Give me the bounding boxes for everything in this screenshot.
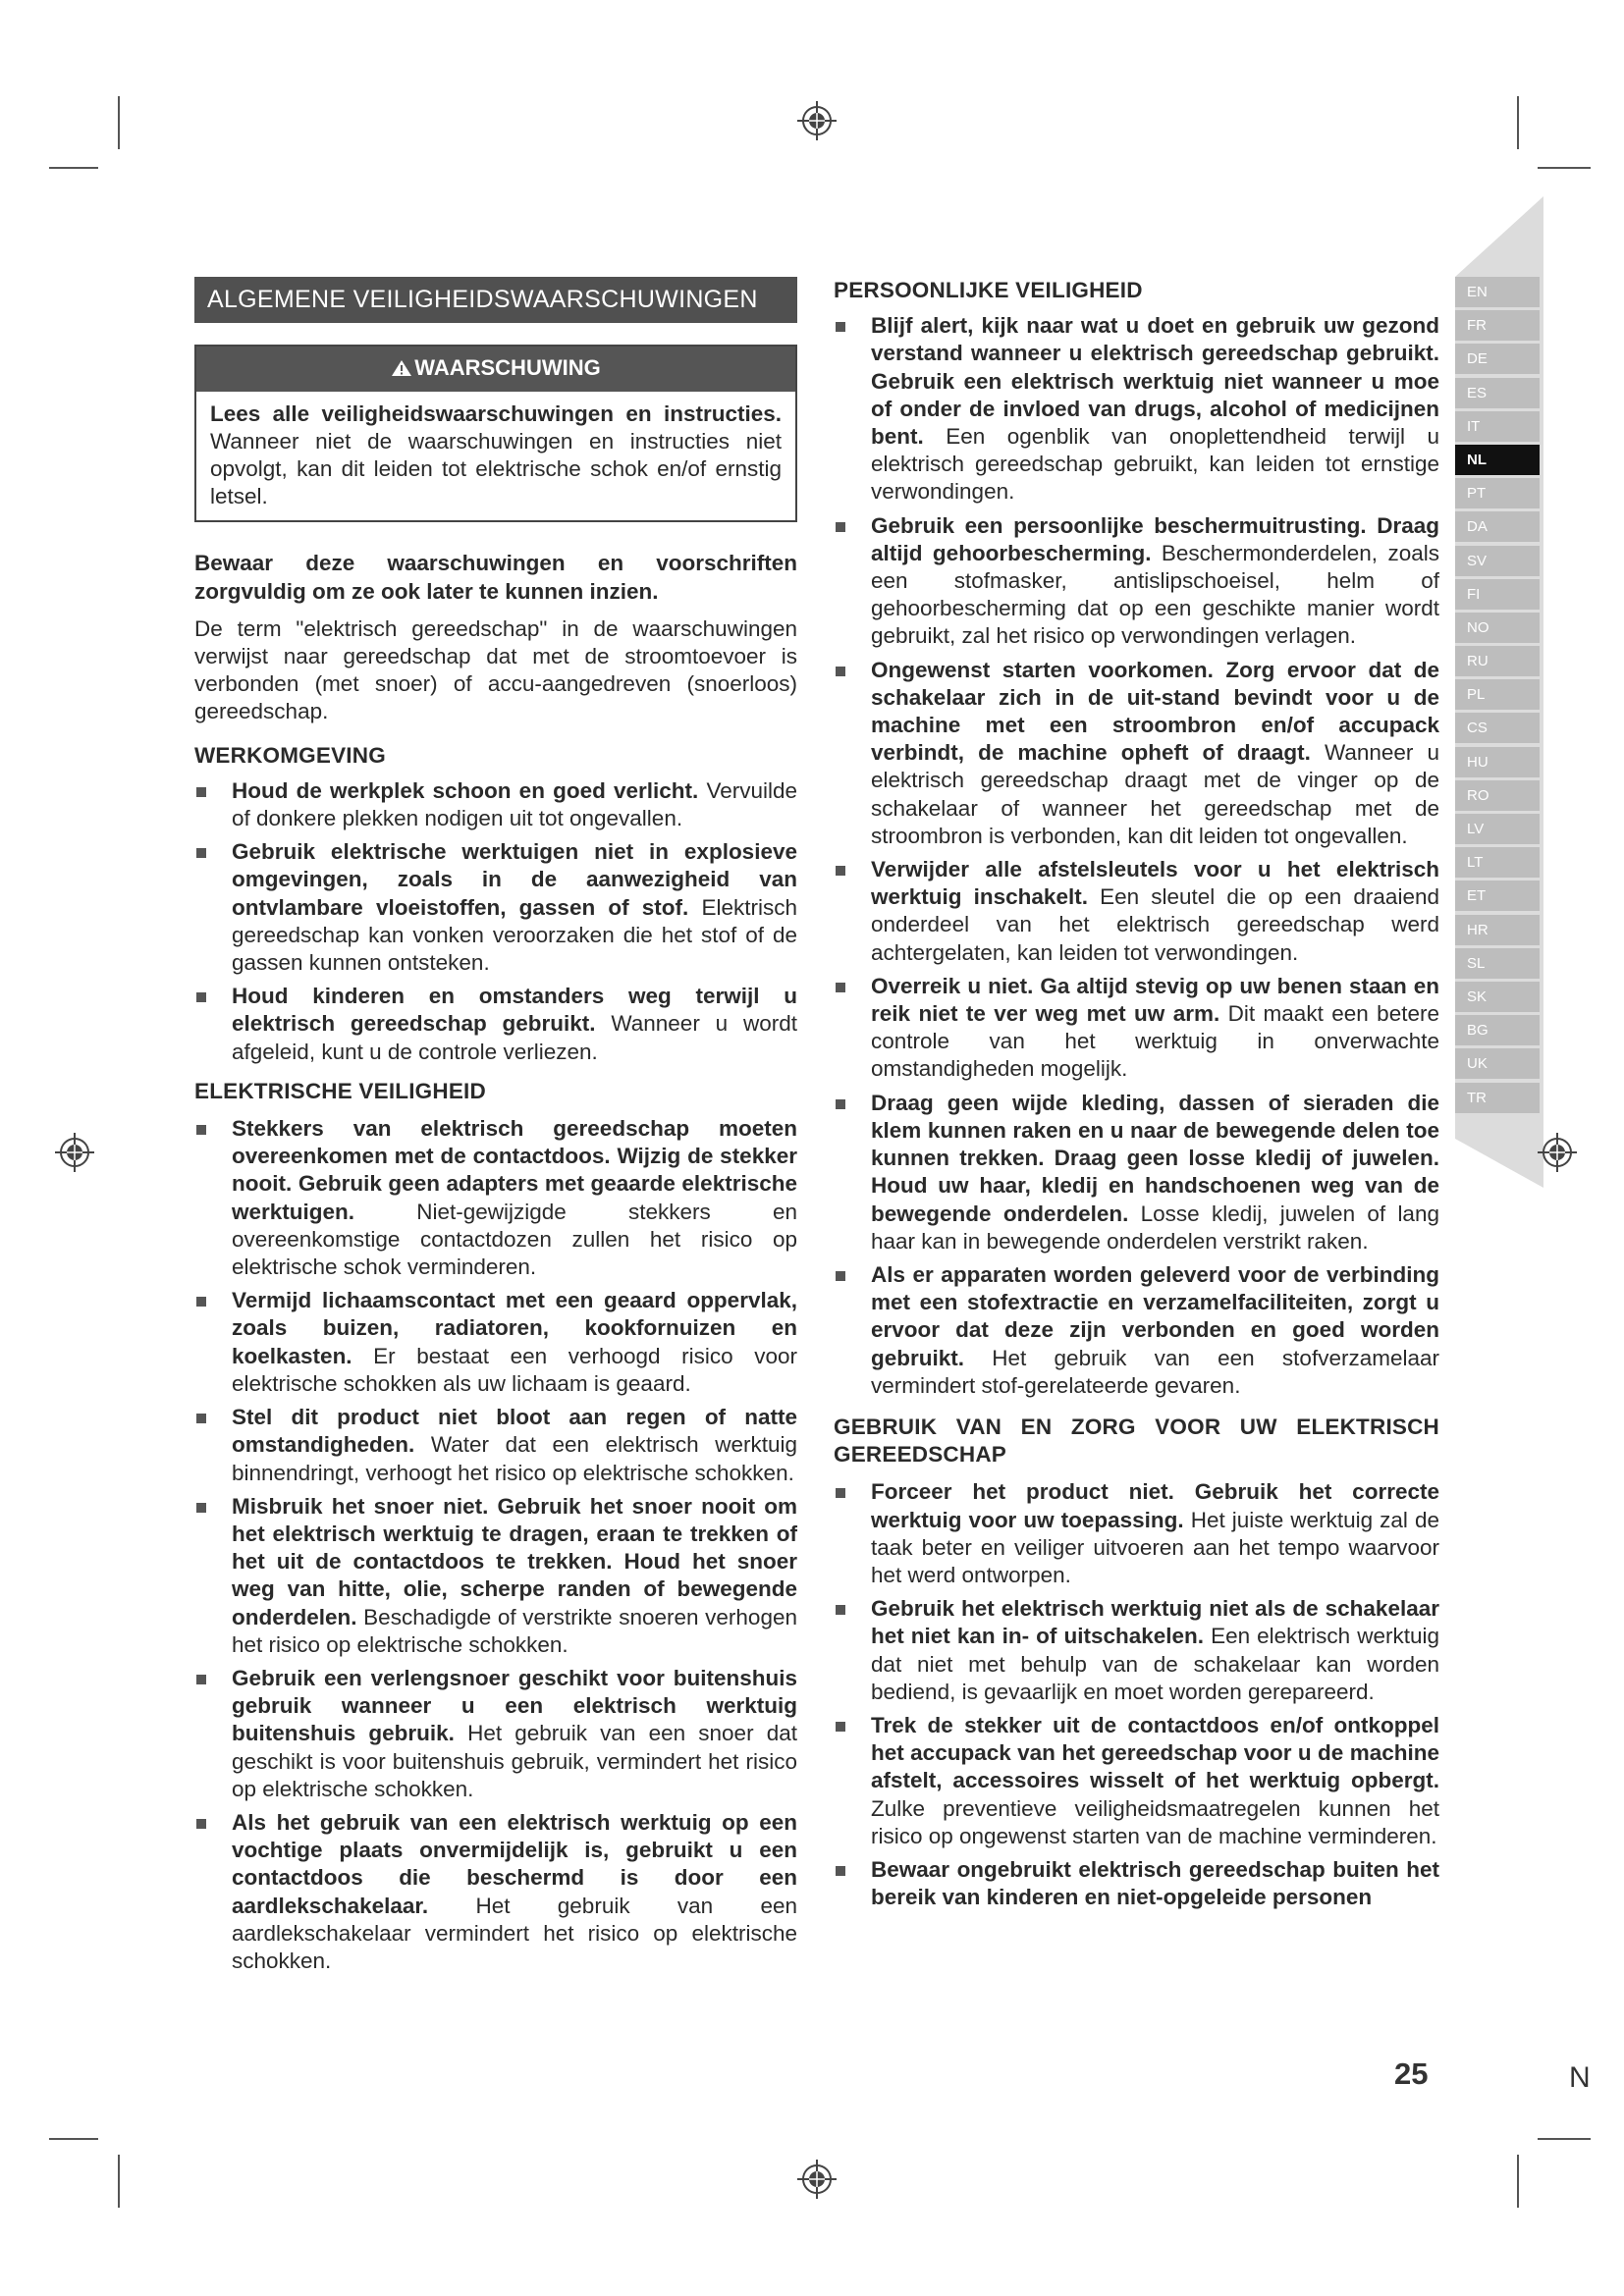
edge-glyph: N (1569, 2061, 1591, 2094)
item-text: Het gebruik van een snoer dat geschikt is voor buitenshuis gebruik, vermindert het risico op elektrische schokken. (232, 1721, 797, 1801)
term-definition: De term "elektrisch gereedschap" in de waarschuwingen verwijst naar gereedschap dat met de stroomtoevoer is verbonden (met snoer) of accu-aangedreven (snoerloos) gereedschap. (194, 615, 797, 724)
item-text: Zulke preventieve veiligheidsmaatregelen kunnen het risico op ongewenst starten van de machine verminderen. (871, 1795, 1439, 1848)
list-item (834, 973, 1439, 1084)
language-tab-it[interactable]: IT (1455, 411, 1540, 442)
item-bold: Als het gebruik van een elektrisch werktuig op een vochtige plaats onvermijdelijk is, gebruikt u een contactdoos die beschermd is door een aardlekschakelaar. (232, 1809, 797, 1918)
language-tab-lt[interactable]: LT (1455, 847, 1540, 878)
language-tab-sv[interactable]: SV (1455, 546, 1540, 576)
list-item (834, 1595, 1439, 1706)
language-tab-bg[interactable]: BG (1455, 1015, 1540, 1045)
language-tab-et[interactable]: ET (1455, 881, 1540, 911)
section-heading-tool-use-care: GEBRUIK VAN EN ZORG VOOR UW ELEKTRISCH GEREEDSCHAP (834, 1414, 1439, 1468)
work-area-list (194, 777, 797, 1066)
right-column (834, 277, 1439, 1917)
item-text: Een sleutel die op een draaiend onderdeel van het elektrisch gereedschap werd achtergelaten, kan leiden tot verwondingen. (871, 884, 1439, 965)
list-item (834, 1712, 1439, 1850)
item-bold: Verwijder alle afstelsleutels voor u het elektrisch werktuig inschakelt. (871, 857, 1439, 910)
list-item (834, 1261, 1439, 1400)
item-text: Het gebruik van een aardlekschakelaar vermindert het risico op elektrische schokken. (232, 1893, 797, 1973)
language-tab-en[interactable]: EN (1455, 277, 1540, 307)
warning-body (196, 392, 795, 520)
language-tab-uk[interactable]: UK (1455, 1048, 1540, 1079)
language-tab-nl[interactable]: NL (1455, 445, 1540, 475)
item-bold: Gebruik elektrische werktuigen niet in explosieve omgevingen, zoals in de aanwezigheid van ontvlambare vloeistoffen, gassen of stof. (232, 839, 797, 920)
item-text: Niet-gewijzigde stekkers en overeenkomstige contactdozen zullen het risico op elektrische schok verminderen. (232, 1199, 797, 1280)
crop-mark (49, 167, 98, 169)
item-bold: Blijf alert, kijk naar wat u doet en gebruik uw gezond verstand wanneer u elektrisch gereedschap gebruikt. Gebruik een elektrisch werktuig niet wanneer u moe of onder de invloed van drugs, alcohol of medicijnen bent. (871, 313, 1439, 450)
item-text: Het gebruik van een stofverzamelaar vermindert stof-gerelateerde gevaren. (871, 1345, 1439, 1398)
section-heading-personal-safety: PERSOONLIJKE VEILIGHEID (834, 278, 1143, 302)
list-item (834, 856, 1439, 967)
language-tabs (1455, 277, 1540, 1116)
list-item (194, 983, 797, 1066)
item-text: Er bestaat een verhoogd risico voor elektrische schokken als uw lichaam is geaard. (232, 1343, 797, 1396)
left-column (194, 277, 797, 1981)
registration-mark-icon (1536, 1131, 1579, 1174)
language-tab-no[interactable]: NO (1455, 613, 1540, 643)
crop-mark (118, 2155, 120, 2208)
item-bold: Houd kinderen en omstanders weg terwijl u elektrisch gereedschap gebruikt. (232, 984, 797, 1037)
item-bold: Gebruik een verlengsnoer geschikt voor buitenshuis gebruik wanneer u een elektrisch werktuig buitenshuis gebruik. (232, 1665, 797, 1746)
warning-header (196, 347, 795, 392)
section-heading-work-area: WERKOMGEVING (194, 742, 386, 768)
list-item (834, 1478, 1439, 1589)
language-tab-fr[interactable]: FR (1455, 310, 1540, 341)
crop-mark (1538, 167, 1591, 169)
item-bold: Vermijd lichaamscontact met een geaard oppervlak, zoals buizen, radiatoren, kookfornuizen en koelkasten. (232, 1288, 797, 1368)
list-item (834, 1090, 1439, 1255)
crop-mark (1517, 96, 1519, 149)
item-bold: Ongewenst starten voorkomen. Zorg ervoor dat de schakelaar zich in de uit-stand bevindt voor u de machine met een stroombron en/of accupack verbindt, de machine opheft of draagt. (871, 657, 1439, 766)
item-bold: Gebruik het elektrisch werktuig niet als de schakelaar het niet kan in- of uitschakelen. (871, 1596, 1439, 1649)
warning-text: Wanneer niet de waarschuwingen en instructies niet opvolgt, kan dit leiden tot elektrische schok en/of ernstig letsel. (210, 429, 782, 509)
item-text: Een ogenblik van onoplettendheid terwijl u elektrisch gereedschap gebruikt, kan leiden tot ernstige verwondingen. (871, 424, 1439, 505)
section-heading-electrical-safety: ELEKTRISCHE VEILIGHEID (194, 1078, 486, 1103)
language-tab-ru[interactable]: RU (1455, 646, 1540, 676)
item-text: Vervuilde of donkere plekken nodigen uit tot ongevallen. (232, 777, 797, 831)
language-tab-hu[interactable]: HU (1455, 747, 1540, 777)
item-text: Wanneer u elektrisch gereedschap draagt met de vinger op de schakelaar of wanneer het gereedschap met de stroombron is verbonden, kan dit leiden tot ongevallen. (871, 740, 1440, 848)
list-item (194, 1404, 797, 1487)
warning-icon (391, 356, 412, 384)
list-item (834, 512, 1439, 651)
item-bold: Stel dit product niet bloot aan regen of natte omstandigheden. (232, 1405, 797, 1458)
language-tab-cs[interactable]: CS (1455, 713, 1540, 743)
item-text: Wanneer u wordt afgeleid, kunt u de controle verliezen. (232, 1011, 797, 1064)
crop-mark (118, 96, 120, 149)
language-tab-da[interactable]: DA (1455, 511, 1540, 542)
page-number: 25 (1394, 2056, 1429, 2091)
list-item (834, 1856, 1439, 1911)
item-bold: Misbruik het snoer niet. Gebruik het snoer nooit om het elektrisch werktuig te dragen, eraan te trekken of het uit de contactdoos te trekken. Houd het snoer weg van hitte, olie, scherpe randen of bewegende onderdelen. (232, 1493, 797, 1629)
item-text: Een elektrisch werktuig dat niet met behulp van de schakelaar kan worden bediend, is gevaarlijk en moet worden gerepareerd. (871, 1624, 1440, 1704)
item-bold: Bewaar ongebruikt elektrisch gereedschap buiten het bereik van kinderen en niet-opgeleide personen (871, 1856, 1439, 1910)
list-item (194, 1665, 797, 1803)
item-bold: Draag geen wijde kleding, dassen of sieraden die klem kunnen raken en u naar de bewegende delen toe kunnen trekken. Draag geen losse kledij of juwelen. Houd uw haar, kledij en handschoenen weg van de bewegende onderdelen. (871, 1090, 1439, 1226)
item-text: Dit maakt een betere controle van het werktuig in onverwachte omstandigheden mogelijk. (871, 1001, 1439, 1082)
item-bold: Als er apparaten worden geleverd voor de verbinding met een stofextractie en verzamelfaciliteiten, zorgt u ervoor dat deze zijn verbonden en goed worden gebruikt. (871, 1261, 1439, 1370)
crop-mark (49, 2138, 98, 2140)
registration-mark-icon (53, 1131, 96, 1174)
personal-safety-list (834, 312, 1439, 1400)
language-tab-de[interactable]: DE (1455, 344, 1540, 374)
list-item (194, 1493, 797, 1659)
electrical-safety-list (194, 1115, 797, 1975)
item-text: Elektrisch gereedschap kan vonken veroorzaken die het stof of de gassen kunnen ontsteken. (232, 894, 797, 976)
list-item (194, 777, 797, 832)
registration-mark-icon (795, 2158, 839, 2201)
list-item (834, 657, 1439, 850)
crop-mark (1517, 2155, 1519, 2208)
list-item (194, 1809, 797, 1975)
list-item (194, 838, 797, 977)
keep-instructions: Bewaar deze waarschuwingen en voorschriften zorgvuldig om ze ook later te kunnen inzien. (194, 551, 797, 604)
language-tab-pt[interactable]: PT (1455, 478, 1540, 508)
item-text: Beschermonderdelen, zoals een stofmasker, antislipschoeisel, helm of gehoorbescherming dat op een geschikte manier wordt gebruikt, zal het risico op verwondingen verlagen. (871, 540, 1439, 649)
item-bold: Trek de stekker uit de contactdoos en/of ontkoppel het accupack van het gereedschap voor u de machine afstelt, accessoires wisselt of het werktuig opbergt. (871, 1712, 1439, 1793)
crop-mark (1538, 2138, 1591, 2140)
item-bold: Overreik u niet. Ga altijd stevig op uw benen staan en reik niet te ver weg met uw arm. (871, 973, 1439, 1027)
list-item (194, 1287, 797, 1398)
list-item (834, 312, 1439, 506)
language-tab-tr[interactable]: TR (1455, 1083, 1540, 1113)
language-tab-ro[interactable]: RO (1455, 780, 1540, 811)
language-tab-sk[interactable]: SK (1455, 982, 1540, 1012)
warning-heading: WAARSCHUWING (414, 355, 601, 381)
language-tab-es[interactable]: ES (1455, 378, 1540, 408)
warning-box (194, 345, 797, 522)
item-text: Losse kledij, juwelen of lang haar kan in bewegende onderdelen verstrikt raken. (871, 1201, 1439, 1254)
page-title: ALGEMENE VEILIGHEIDSWAARSCHUWINGEN (194, 277, 797, 323)
item-bold: Gebruik een persoonlijke beschermuitrusting. Draag altijd gehoorbescherming. (871, 512, 1439, 565)
tool-use-care-list (834, 1478, 1439, 1911)
language-tab-sl[interactable]: SL (1455, 948, 1540, 979)
language-tab-hr[interactable]: HR (1455, 915, 1540, 945)
language-tab-pl[interactable]: PL (1455, 679, 1540, 710)
list-item (194, 1115, 797, 1281)
item-text: Water dat een elektrisch werktuig binnendringt, verhoogt het risico op elektrische schokken. (232, 1432, 797, 1485)
item-bold: Stekkers van elektrisch gereedschap moeten overeenkomen met de contactdoos. Wijzig de stekker nooit. Gebruik geen adapters met geaarde elektrische werktuigen. (232, 1116, 797, 1224)
registration-mark-icon (795, 99, 839, 142)
language-tab-lv[interactable]: LV (1455, 814, 1540, 844)
item-text: Beschadigde of verstrikte snoeren verhogen het risico op elektrische schokken. (232, 1604, 797, 1657)
item-bold: Houd de werkplek schoon en goed verlicht. (232, 777, 699, 803)
item-bold: Forceer het product niet. Gebruik het correcte werktuig voor uw toepassing. (871, 1479, 1439, 1532)
language-tab-fi[interactable]: FI (1455, 579, 1540, 610)
item-text: Het juiste werktuig zal de taak beter en veiliger uitvoeren aan het tempo waarvoor het werd ontworpen. (871, 1507, 1439, 1587)
warning-bold-text: Lees alle veiligheidswaarschuwingen en instructies. (210, 401, 782, 427)
